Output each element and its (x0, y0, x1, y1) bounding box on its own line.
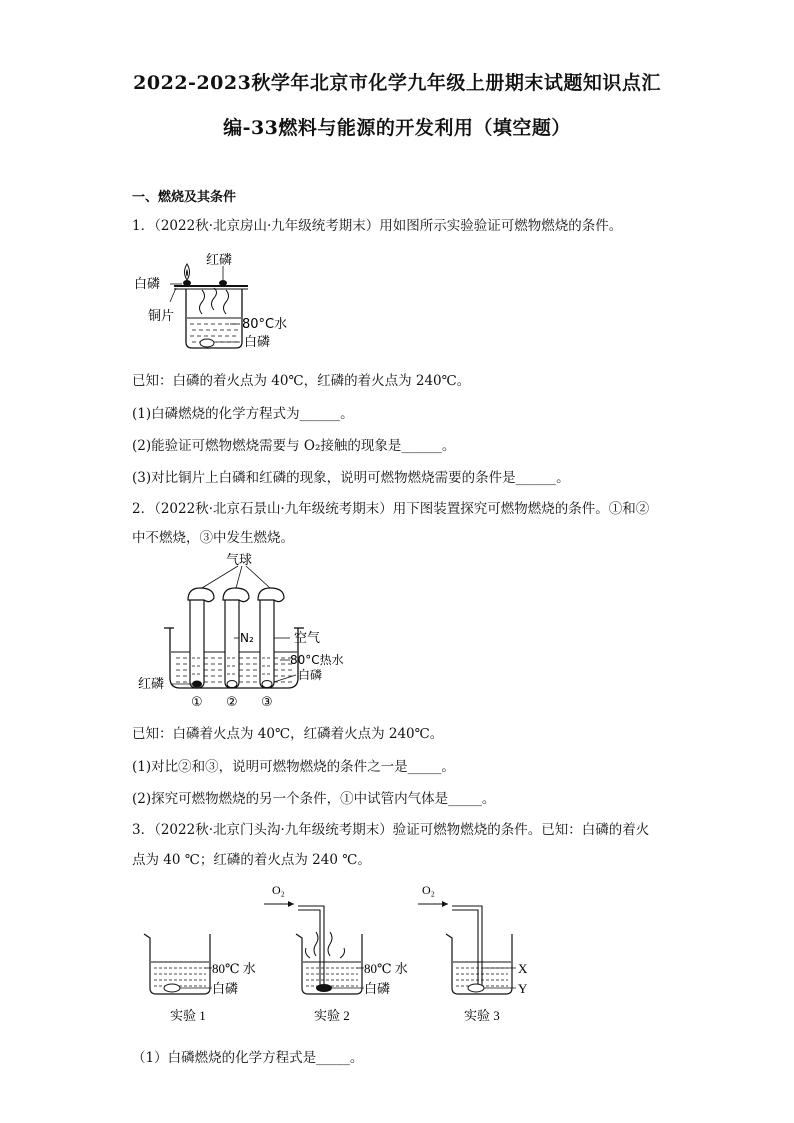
section-heading: 一、燃烧及其条件 (132, 190, 237, 205)
label-white-phosphorus-bottom: 白磷 (244, 335, 271, 350)
label-balloon: 气球 (226, 553, 253, 568)
balloon-1 (188, 588, 214, 602)
white-phosphorus-exp1 (164, 984, 180, 992)
label-exp2: 实验 2 (314, 1008, 350, 1023)
page-title-line1: 2022-2023秋学年北京市化学九年级上册期末试题知识点汇 (133, 72, 661, 94)
label-wp-exp2: 白磷 (364, 981, 391, 996)
white-phosphorus-bottom (200, 339, 214, 347)
q1-sub3: (3)对比铜片上白磷和红磷的现象，说明可燃物燃烧需要的条件是______。 (132, 470, 570, 486)
test-tube-3 (260, 598, 274, 688)
q2-figure (130, 548, 370, 713)
white-phosphorus-3 (262, 681, 272, 688)
red-phosphorus (219, 280, 227, 286)
page-title-line2: 编-33燃料与能源的开发利用（填空题） (223, 117, 571, 139)
q2-stem-1: 2．（2022秋·北京石景山·九年级统考期末）用下图装置探究可燃物燃烧的条件。①和② (132, 501, 650, 517)
test-tube-2 (225, 598, 239, 688)
q3-stem-1: 3．（2022秋·北京门头沟·九年级统考期末）验证可燃物燃烧的条件。已知：白磷的着火 (132, 822, 650, 838)
vapour-3 (224, 290, 229, 314)
white-phosphorus-exp2 (316, 984, 332, 992)
q1-sub1: (1)白磷燃烧的化学方程式为______。 (132, 406, 354, 422)
white-phosphorus-2 (227, 681, 237, 688)
q1-figure (130, 244, 300, 356)
phosphorus-exp3 (468, 984, 484, 992)
arrow-icon-2 (442, 901, 448, 907)
label-o2-exp3: O₂ (422, 883, 435, 897)
q3-stem-2: 点为 40 ℃；红磷的着火点为 240 ℃。 (132, 852, 371, 868)
label-exp3: 实验 3 (464, 1008, 500, 1023)
q2-sub2: (2)探究可燃物燃烧的另一个条件，①中试管内气体是_____。 (132, 791, 496, 807)
q3-figure (130, 876, 550, 1032)
balloon-3 (258, 588, 284, 602)
q1-known: 已知：白磷的着火点为 40℃，红磷的着火点为 240℃。 (132, 373, 471, 389)
q3-sub1: （1）白磷燃烧的化学方程式是_____。 (132, 1050, 364, 1066)
balloon-2 (223, 588, 249, 602)
label-y: Y (518, 981, 528, 996)
vapour-2 (212, 288, 217, 310)
q1-sub2: (2)能验证可燃物燃烧需要与 O₂接触的现象是______。 (132, 438, 456, 454)
label-water: 80°C水 (242, 317, 288, 332)
label-white-phosphorus: 白磷 (298, 668, 323, 682)
label-tube-2: ② (226, 695, 238, 710)
q1-stem: 1．（2022秋·北京房山·九年级统考期末）用如图所示实验验证可燃物燃烧的条件。 (132, 218, 623, 234)
label-x: X (518, 961, 528, 976)
arrow-icon (288, 901, 294, 907)
label-o2-exp2: O₂ (272, 883, 285, 897)
label-red-phosphorus: 红磷 (206, 253, 233, 268)
label-n2: N₂ (240, 631, 254, 645)
vapour-1 (200, 290, 205, 314)
label-white-phosphorus-top: 白磷 (134, 277, 161, 292)
label-hot-water: 80°C热水 (290, 653, 344, 667)
label-exp1: 实验 1 (170, 1008, 206, 1023)
q2-sub1: (1)对比②和③，说明可燃物燃烧的条件之一是_____。 (132, 759, 455, 775)
label-water-exp2: 80℃ 水 (364, 961, 408, 976)
label-air: 空气 (294, 631, 321, 646)
label-red-phosphorus: 红磷 (138, 677, 165, 692)
red-phosphorus (192, 681, 202, 688)
label-tube-3: ③ (261, 695, 273, 710)
water-hatch (190, 324, 238, 342)
label-wp-exp1: 白磷 (212, 981, 239, 996)
test-tube-1 (190, 598, 204, 688)
q2-known: 已知：白磷着火点为 40℃，红磷着火点为 240℃。 (132, 726, 444, 742)
label-copper: 铜片 (148, 309, 175, 324)
label-tube-1: ① (191, 695, 203, 710)
q2-stem-2: 中不燃烧，③中发生燃烧。 (132, 530, 294, 546)
label-water-exp1: 80℃ 水 (212, 961, 256, 976)
